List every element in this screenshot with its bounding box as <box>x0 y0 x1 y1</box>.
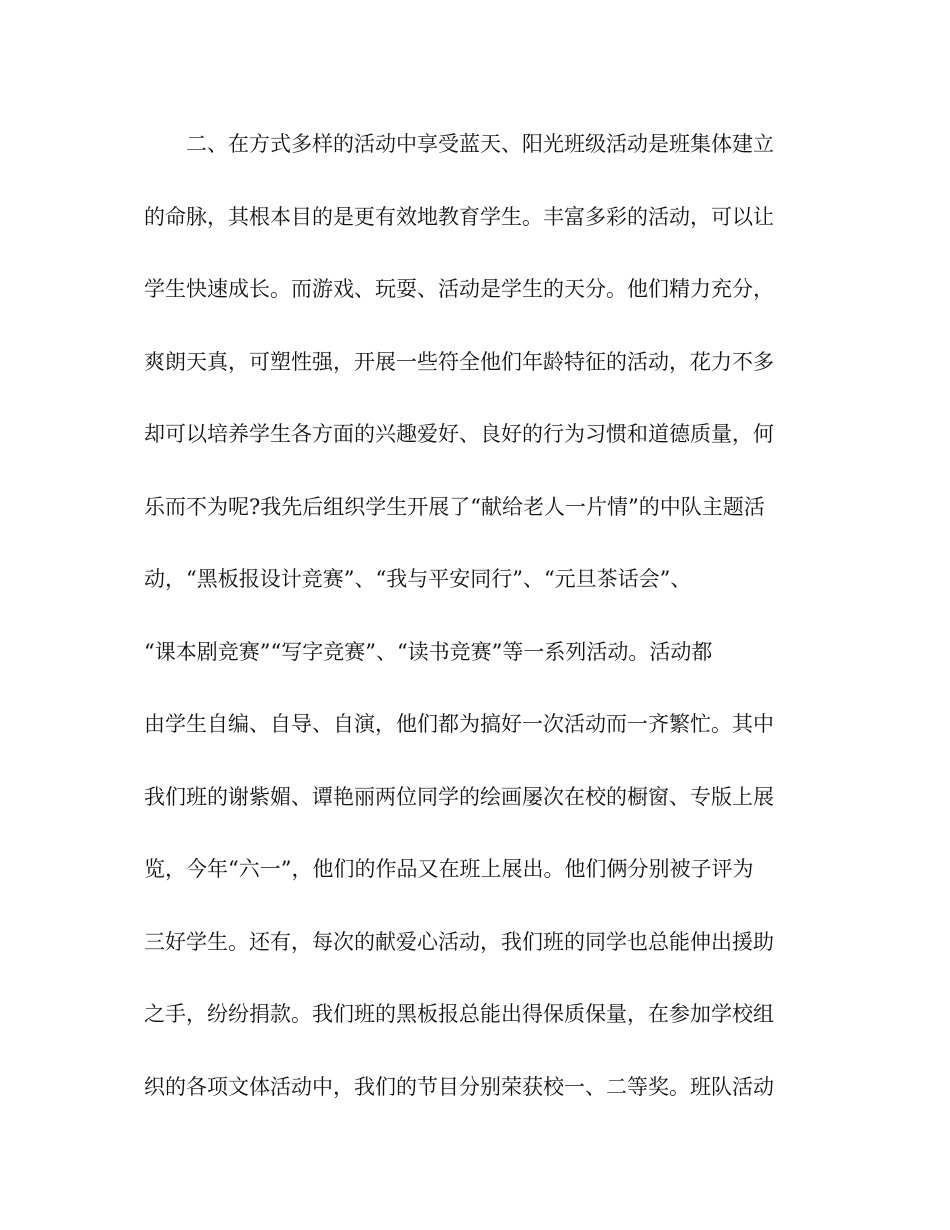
text-line: 览，今年“六一”，他们的作品又在班上展出。他们俩分别被子评为 <box>144 857 754 881</box>
body-paragraph <box>144 122 824 1137</box>
text-line: 学生快速成长。而游戏、玩耍、活动是学生的天分。他们精力充分， <box>144 277 774 301</box>
text-line: 却可以培养学生各方面的兴趣爱好、良好的行为习惯和道德质量，何 <box>144 422 774 446</box>
text-line: 之手，纷纷捐款。我们班的黑板报总能出得保质保量，在参加学校组 <box>144 1002 774 1026</box>
text-line: 我们班的谢紫媚、谭艳丽两位同学的绘画屡次在校的橱窗、专版上展 <box>144 784 774 809</box>
text-line: 由学生自编、自导、自演，他们都为搞好一次活动而一齐繁忙。其中 <box>144 712 774 736</box>
text-line: 二、在方式多样的活动中享受蓝天、阳光班级活动是班集体建立 <box>144 132 774 156</box>
text-line: 的命脉，其根本目的是更有效地教育学生。丰富多彩的活动，可以让 <box>144 204 774 229</box>
text-line: “课本剧竞赛”“写字竞赛”、“读书竞赛”等一系列活动。活动都 <box>144 639 713 664</box>
text-line: 织的各项文体活动中，我们的节目分别荣获校一、二等奖。班队活动 <box>144 1074 774 1099</box>
text-line: 乐而不为呢?我先后组织学生开展了“献给老人一片情”的中队主题活 <box>144 494 765 519</box>
text-line: 动，“黑板报设计竞赛”、“我与平安同行”、“元旦茶话会”、 <box>144 567 692 591</box>
text-line: 三好学生。还有，每次的献爱心活动，我们班的同学也总能伸出援助 <box>144 929 774 954</box>
text-line: 爽朗天真，可塑性强，开展一些符全他们年龄特征的活动，花力不多 <box>144 349 774 374</box>
